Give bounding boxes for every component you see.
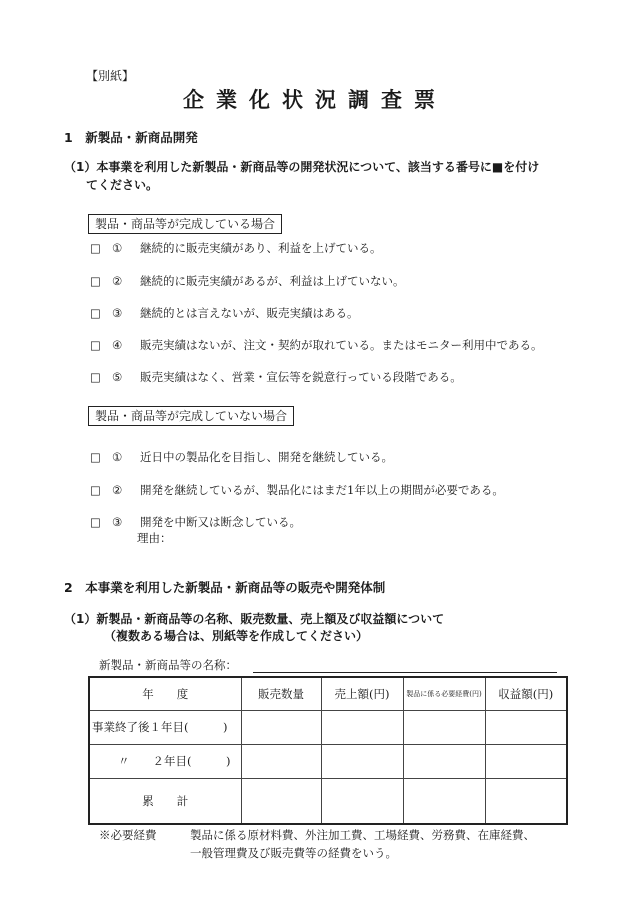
option-number: ② (112, 483, 123, 497)
header-quantity: 販売数量 (241, 677, 321, 710)
checkbox[interactable]: □ (90, 241, 101, 255)
cell-quantity[interactable] (241, 778, 321, 824)
group-completed-label: 製品・商品等が完成している場合 (88, 214, 282, 234)
footnote-line1: 製品に係る原材料費、外注加工費、工場経費、労務費、在庫経費、 (190, 828, 535, 842)
option-text: 開発を継続しているが、製品化にはまだ1年以上の期間が必要である。 (140, 483, 504, 497)
option-incomplete-1[interactable] (90, 449, 393, 465)
option-completed-3[interactable] (90, 305, 359, 321)
checkbox[interactable]: □ (90, 450, 101, 464)
section1-heading: 1 新製品・新商品開発 (64, 130, 198, 145)
option-completed-1[interactable] (90, 240, 382, 256)
cell-sales[interactable] (321, 710, 403, 744)
option-completed-4[interactable] (90, 337, 543, 353)
table-row (89, 710, 567, 744)
option-text: 販売実績はなく、営業・宣伝等を鋭意行っている段階である。 (140, 370, 462, 384)
option-number: ① (112, 450, 123, 464)
option-number: ③ (112, 306, 123, 320)
option-number: ② (112, 274, 123, 288)
footnote-line2: 一般管理費及び販売費等の経費をいう。 (190, 846, 397, 860)
checkbox[interactable]: □ (90, 515, 101, 529)
checkbox[interactable]: □ (90, 306, 101, 320)
table-row (89, 744, 567, 778)
section1-question-line1: （1）本事業を利用した新製品・新商品等の開発状況について、該当する番号に■を付け (64, 160, 540, 174)
cell-quantity[interactable] (241, 744, 321, 778)
section2-question-line2: （複数ある場合は、別紙等を作成してください） (104, 629, 369, 643)
header-year: 年 度 (89, 677, 241, 710)
row-label: 事業終了後１年目( ) (89, 710, 241, 744)
cell-quantity[interactable] (241, 710, 321, 744)
option-incomplete-2[interactable] (90, 482, 504, 498)
checkbox[interactable]: □ (90, 274, 101, 288)
option-completed-2[interactable] (90, 273, 405, 289)
option-text: 近日中の製品化を目指し、開発を継続している。 (140, 450, 393, 464)
option-number: ③ (112, 515, 123, 529)
section2-heading: 2 本事業を利用した新製品・新商品等の販売や開発体制 (64, 580, 386, 595)
cell-expenses[interactable] (403, 710, 485, 744)
footnote-label: ※必要経費 (99, 828, 157, 842)
table-header-row (89, 677, 567, 710)
checkbox[interactable]: □ (90, 370, 101, 384)
option-incomplete-3[interactable] (90, 514, 301, 530)
product-name-field[interactable] (253, 659, 557, 673)
header-sales: 売上額(円) (321, 677, 403, 710)
reason-label: 理由： (137, 531, 172, 545)
option-number: ① (112, 241, 123, 255)
header-profit: 収益額(円) (485, 677, 567, 710)
option-text: 継続的とは言えないが、販売実績はある。 (140, 306, 359, 320)
page-title: 企業化状況調査票 (183, 88, 447, 112)
sales-table (88, 676, 568, 825)
row-label: 累 計 (89, 778, 241, 824)
option-text: 継続的に販売実績があるが、利益は上げていない。 (140, 274, 405, 288)
cell-expenses[interactable] (403, 744, 485, 778)
section2-question-line1: （1）新製品・新商品等の名称、販売数量、売上額及び収益額について (64, 612, 445, 626)
cell-sales[interactable] (321, 778, 403, 824)
cell-profit[interactable] (485, 744, 567, 778)
option-completed-5[interactable] (90, 369, 462, 385)
cell-sales[interactable] (321, 744, 403, 778)
cell-expenses[interactable] (403, 778, 485, 824)
cell-profit[interactable] (485, 778, 567, 824)
header-expenses: 製品に係る必要経費(円) (403, 677, 485, 710)
row-label: 〃 ２年目( ) (89, 744, 241, 778)
option-number: ④ (112, 338, 123, 352)
option-text: 開発を中断又は断念している。 (140, 515, 301, 529)
option-text: 販売実績はないが、注文・契約が取れている。またはモニター利用中である。 (140, 338, 543, 352)
product-name-label: 新製品・新商品等の名称： (99, 658, 237, 672)
option-number: ⑤ (112, 370, 123, 384)
checkbox[interactable]: □ (90, 338, 101, 352)
group-incomplete-label: 製品・商品等が完成していない場合 (88, 406, 294, 426)
cell-profit[interactable] (485, 710, 567, 744)
option-text: 継続的に販売実績があり、利益を上げている。 (140, 241, 382, 255)
attachment-label: 【別紙】 (86, 69, 135, 83)
table-row (89, 778, 567, 824)
checkbox[interactable]: □ (90, 483, 101, 497)
section1-question-line2: てください。 (86, 178, 159, 192)
